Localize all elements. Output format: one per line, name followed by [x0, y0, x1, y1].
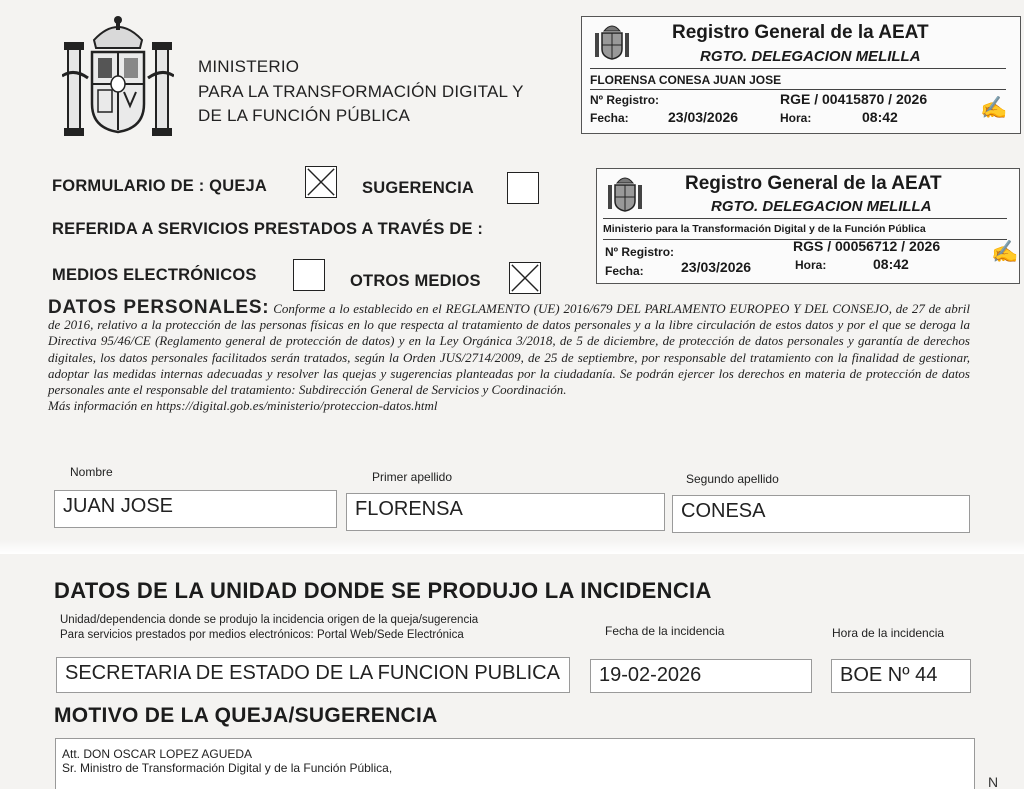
signature-icon: ✍: [980, 95, 1008, 120]
stamp-time-label: Hora:: [795, 258, 827, 272]
more-info-link: Más información en https://digital.gob.es/ministerio/proteccion-datos.html: [48, 398, 438, 414]
primer-apellido-field[interactable]: FLORENSA: [346, 493, 665, 531]
hora-incidencia-label: Hora de la incidencia: [832, 626, 945, 640]
queja-checkbox[interactable]: [305, 166, 337, 198]
segundo-apellido-label: Segundo apellido: [686, 472, 779, 486]
stamp-subtitle: RGTO. DELEGACION MELILLA: [700, 48, 921, 65]
unidad-description-2: Para servicios prestados por medios electrónicos: Portal Web/Sede Electrónica: [60, 629, 464, 641]
stamp-time: 08:42: [873, 256, 909, 272]
sugerencia-label: SUGERENCIA: [362, 179, 475, 197]
motivo-textarea[interactable]: [55, 738, 975, 789]
privacy-notice: Conforme a lo establecido en el REGLAMENTO (UE) 2016/679 DEL PARLAMENTO EUROPEO Y DEL CONSEJO, de 27 de abril de 2016, relativo a la protección de las personas físicas en lo que respecta al tratamiento de datos personales y a la libre circulación de estos datos y por el que se deroga la Directiva 95/46/CE (Reglamento general de protección de datos) y en la Ley Orgánica 3/2018, de 5 de diciembre, de protección de datos personales y garantía de derechos digitales, los datos personales facilitados serán tratados, según la Orden JUS/2714/2009, de 25 de septiembre, por responsable del tratamiento con la finalidad de gestionar, adoptar las medidas internas adecuadas y resolver las quejas y sugerencias planteadas por la ciudadanía. Se podrán ejercer los derechos en materia de protección de datos personales ante el responsable del tratamiento: Subdirección General de Servicios y Coordinación.: [48, 301, 971, 398]
stamp-time-label: Hora:: [780, 111, 812, 125]
medios-electronicos-label: MEDIOS ELECTRÓNICOS: [52, 266, 257, 284]
stamp-rule: [590, 68, 1006, 69]
stamp-organization: Ministerio para la Transformación Digital y de la Función Pública: [603, 223, 926, 235]
registry-stamp-entry: [581, 16, 1021, 134]
sugerencia-checkbox[interactable]: [507, 172, 539, 204]
medios-electronicos-checkbox[interactable]: [293, 259, 325, 291]
coat-of-arms-emblem: [62, 12, 174, 140]
stamp-date: 23/03/2026: [668, 109, 739, 125]
stamp-reg-label: Nº Registro:: [605, 245, 675, 259]
page-fold: [0, 540, 1024, 554]
fecha-incidencia-label: Fecha de la incidencia: [605, 624, 725, 638]
stamp-date: 23/03/2026: [681, 259, 752, 275]
unidad-field[interactable]: SECRETARIA DE ESTADO DE LA FUNCION PUBLICA: [56, 657, 570, 693]
form-type-label: FORMULARIO DE : QUEJA: [52, 177, 268, 195]
stamp-time: 08:42: [862, 109, 898, 125]
otros-medios-label: OTROS MEDIOS: [350, 272, 481, 290]
stamp-reg-number: RGS / 00056712 / 2026: [793, 238, 941, 254]
primer-apellido-label: Primer apellido: [372, 470, 453, 484]
crest-icon: [592, 21, 632, 61]
crest-icon: [605, 173, 645, 213]
personal-data-block: [48, 297, 971, 414]
ministry-name-line-2: PARA LA TRANSFORMACIÓN DIGITAL Y: [198, 82, 524, 101]
otros-medios-checkbox[interactable]: [509, 262, 541, 294]
signature-icon: ✍: [991, 239, 1019, 264]
stamp-date-label: Fecha:: [605, 264, 644, 278]
motivo-line-2: Sr. Ministro de Transformación Digital y de la Función Pública,: [62, 761, 393, 775]
stamp-date-label: Fecha:: [590, 111, 629, 125]
ministry-name-line-3: DE LA FUNCIÓN PÚBLICA: [198, 106, 411, 125]
unidad-description-1: Unidad/dependencia donde se produjo la incidencia origen de la queja/sugerencia: [60, 614, 479, 626]
fecha-incidencia-field[interactable]: 19-02-2026: [590, 659, 812, 693]
stamp-rule: [603, 218, 1007, 219]
stamp-reg-number: RGE / 00415870 / 2026: [780, 91, 928, 107]
nombre-label: Nombre: [70, 465, 113, 479]
stamp-rule: [590, 89, 1006, 90]
stamp-subtitle: RGTO. DELEGACION MELILLA: [711, 198, 932, 215]
margin-mark: N: [988, 774, 999, 789]
nombre-field[interactable]: JUAN JOSE: [54, 490, 337, 528]
stamp-person-name: FLORENSA CONESA JUAN JOSE: [590, 73, 782, 87]
stamp-reg-label: Nº Registro:: [590, 93, 660, 107]
stamp-title: Registro General de la AEAT: [672, 22, 929, 43]
datos-personales-heading: DATOS PERSONALES:: [48, 297, 270, 318]
legal-text: [48, 297, 971, 398]
unidad-section-title: DATOS DE LA UNIDAD DONDE SE PRODUJO LA INCIDENCIA: [54, 578, 712, 603]
motivo-line-1: Att. DON OSCAR LOPEZ AGUEDA: [62, 747, 253, 761]
registry-stamp-exit: [596, 168, 1020, 284]
segundo-apellido-field[interactable]: CONESA: [672, 495, 970, 533]
ministry-name-line-1: MINISTERIO: [198, 57, 300, 76]
referida-label: REFERIDA A SERVICIOS PRESTADOS A TRAVÉS DE :: [52, 220, 484, 238]
hora-incidencia-field[interactable]: BOE Nº 44: [831, 659, 971, 693]
stamp-title: Registro General de la AEAT: [685, 173, 942, 194]
motivo-section-title: MOTIVO DE LA QUEJA/SUGERENCIA: [54, 704, 438, 727]
